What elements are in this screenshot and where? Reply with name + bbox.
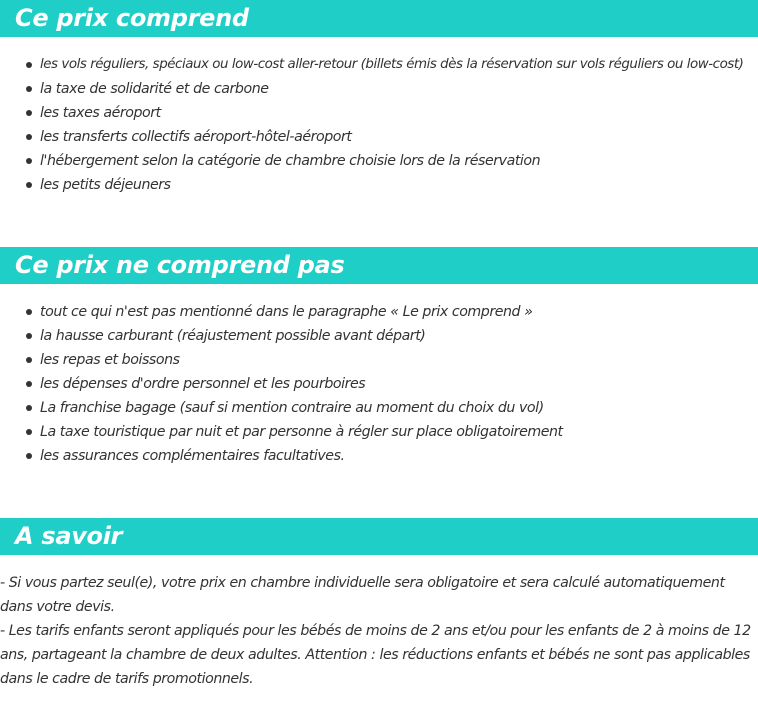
list-item: la hausse carburant (réajustement possible avant départ) xyxy=(0,324,563,348)
bullet-icon xyxy=(26,381,32,387)
list-item: les vols réguliers, spéciaux ou low-cost aller-retour (billets émis dès la réservation sur vols réguliers ou low-cost) xyxy=(0,53,743,77)
info-paragraph-children-rates: - Les tarifs enfants seront appliqués pour les bébés de moins de 2 ans et/ou pour les enfants de 2 à moins de 12 ans, partageant la chambre de deux adultes. Attention : les réductions enfants et bébés ne sont pas applicables dans le cadre de tarifs promotionnels. xyxy=(0,623,751,687)
list-item: les taxes aéroport xyxy=(0,101,743,125)
list-item: les repas et boissons xyxy=(0,348,563,372)
list-item: les assurances complémentaires facultatives. xyxy=(0,444,563,468)
list-item: l'hébergement selon la catégorie de chambre choisie lors de la réservation xyxy=(0,149,743,173)
section-header-excludes xyxy=(0,247,758,284)
list-item: La taxe touristique par nuit et par personne à régler sur place obligatoirement xyxy=(0,420,563,444)
info-text xyxy=(0,571,756,691)
bullet-icon xyxy=(26,405,32,411)
bullet-icon xyxy=(26,134,32,140)
list-item: les transferts collectifs aéroport-hôtel-aéroport xyxy=(0,125,743,149)
list-item: La franchise bagage (sauf si mention contraire au moment du choix du vol) xyxy=(0,396,563,420)
bullet-icon xyxy=(26,309,32,315)
bullet-icon xyxy=(26,158,32,164)
section-title-includes: Ce prix comprend xyxy=(15,4,249,32)
list-item: la taxe de solidarité et de carbone xyxy=(0,77,743,101)
bullet-icon xyxy=(26,110,32,116)
bullet-icon xyxy=(26,333,32,339)
includes-list xyxy=(0,53,743,197)
bullet-icon xyxy=(26,86,32,92)
excludes-list xyxy=(0,300,563,468)
list-item: tout ce qui n'est pas mentionné dans le paragraphe « Le prix comprend » xyxy=(0,300,563,324)
list-item: les dépenses d'ordre personnel et les pourboires xyxy=(0,372,563,396)
section-title-excludes: Ce prix ne comprend pas xyxy=(15,251,345,279)
list-item: les petits déjeuners xyxy=(0,173,743,197)
section-header-includes xyxy=(0,0,758,37)
info-paragraph-single-room: - Si vous partez seul(e), votre prix en chambre individuelle sera obligatoire et sera calculé automatiquement dans votre devis. xyxy=(0,575,725,615)
bullet-icon xyxy=(26,357,32,363)
bullet-icon xyxy=(26,429,32,435)
bullet-icon xyxy=(26,453,32,459)
bullet-icon xyxy=(26,182,32,188)
bullet-icon xyxy=(26,62,32,68)
section-title-info: A savoir xyxy=(15,522,123,550)
section-header-info xyxy=(0,518,758,555)
